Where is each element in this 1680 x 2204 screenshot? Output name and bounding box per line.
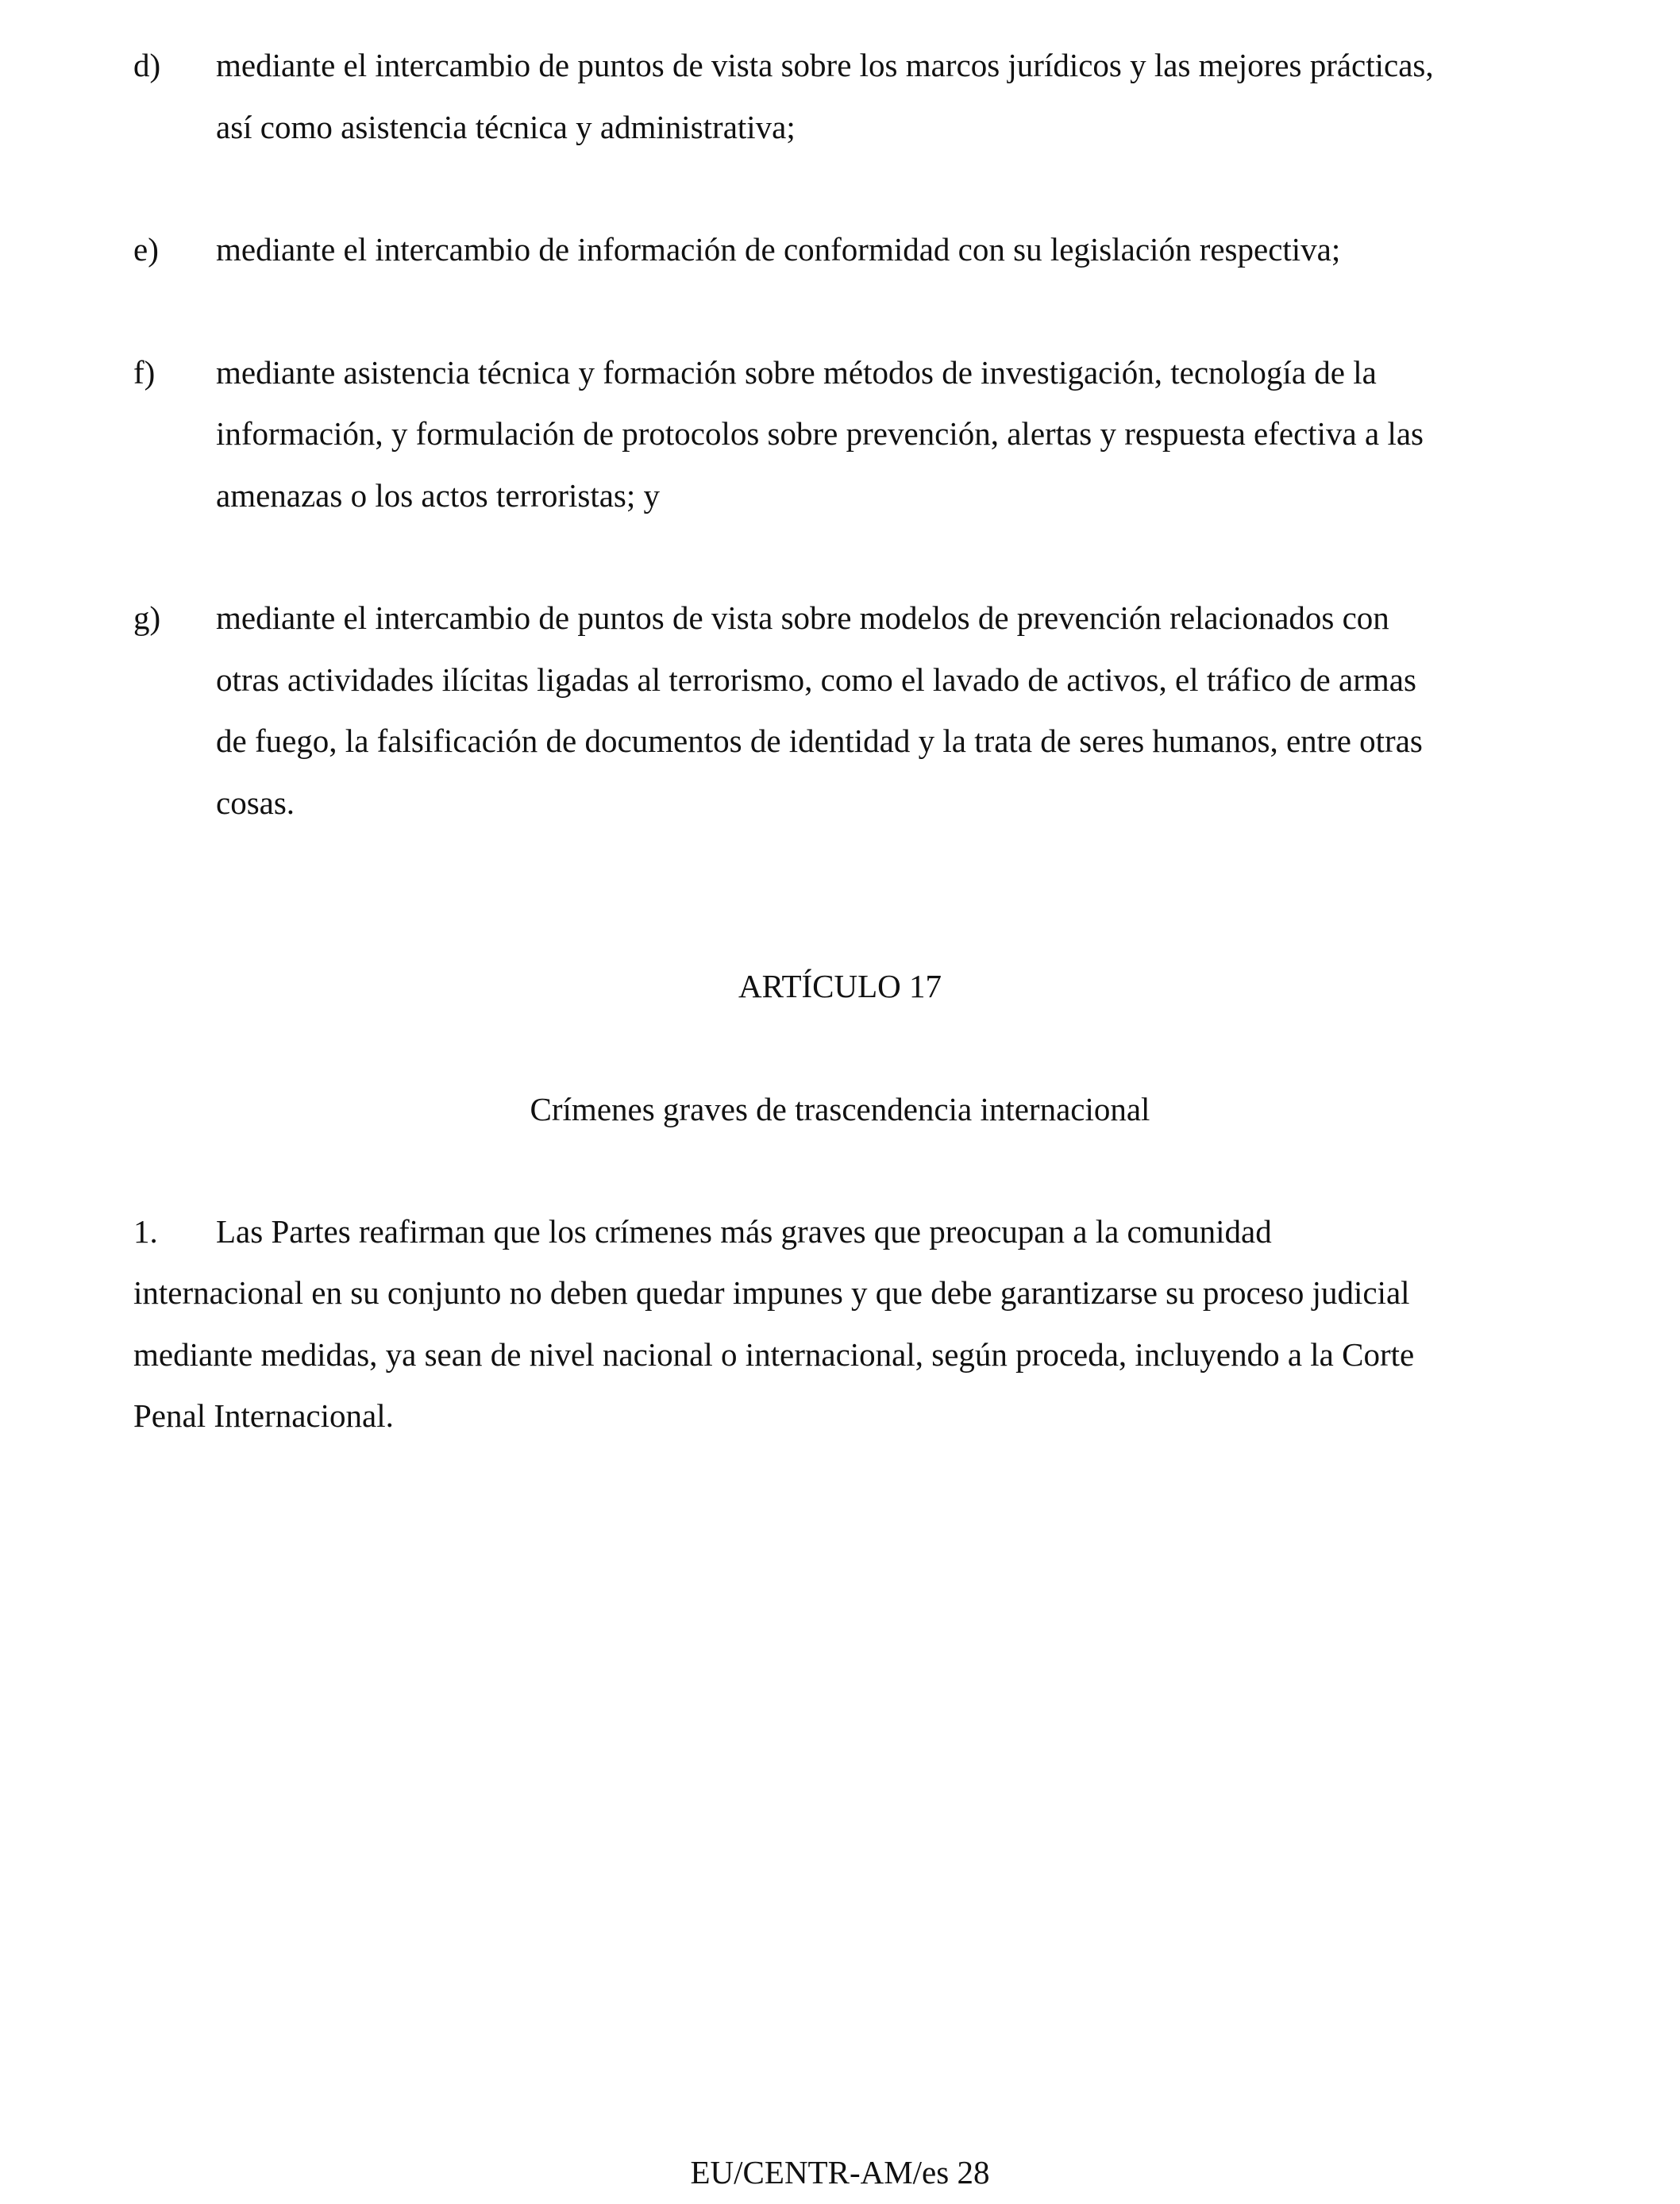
list-item-g-line-4: cosas. [216,784,295,821]
list-label-f: f) [133,354,156,391]
article-title: Crímenes graves de trascendencia internacional [530,1091,1150,1127]
paragraph-number: 1. [133,1213,158,1250]
list-item-e-line-1: mediante el intercambio de información de conformidad con su legislación respectiva; [216,231,1341,268]
list-item-g-line-2: otras actividades ilícitas ligadas al terrorismo, como el lavado de activos, el tráfico de armas [216,661,1416,698]
list-item-f-line-2: información, y formulación de protocolos sobre prevención, alertas y respuesta efectiva a las [216,415,1424,452]
page-footer-reference: EU/CENTR-AM/es 28 [690,2154,990,2191]
paragraph-line-1: Las Partes reafirman que los crímenes más graves que preocupan a la comunidad [216,1213,1272,1250]
list-label-e: e) [133,231,159,268]
list-item-d-line-1: mediante el intercambio de puntos de vista sobre los marcos jurídicos y las mejores prácticas, [216,47,1434,83]
list-item-g-line-1: mediante el intercambio de puntos de vista sobre modelos de prevención relacionados con [216,599,1389,636]
list-item-f-line-3: amenazas o los actos terroristas; y [216,477,661,514]
list-label-d: d) [133,47,161,83]
paragraph-line-4: Penal Internacional. [133,1397,394,1434]
paragraph-line-3: mediante medidas, ya sean de nivel nacional o internacional, según proceda, incluyendo a la Corte [133,1336,1415,1373]
list-label-g: g) [133,599,161,636]
list-item-f-line-1: mediante asistencia técnica y formación sobre métodos de investigación, tecnología de la [216,354,1377,391]
list-item-g-line-3: de fuego, la falsificación de documentos de identidad y la trata de seres humanos, entre otras [216,722,1423,759]
paragraph-line-2: internacional en su conjunto no deben quedar impunes y que debe garantizarse su proceso judicial [133,1274,1410,1311]
list-item-d-line-2: así como asistencia técnica y administrativa; [216,109,796,145]
article-heading: ARTÍCULO 17 [738,968,942,1004]
